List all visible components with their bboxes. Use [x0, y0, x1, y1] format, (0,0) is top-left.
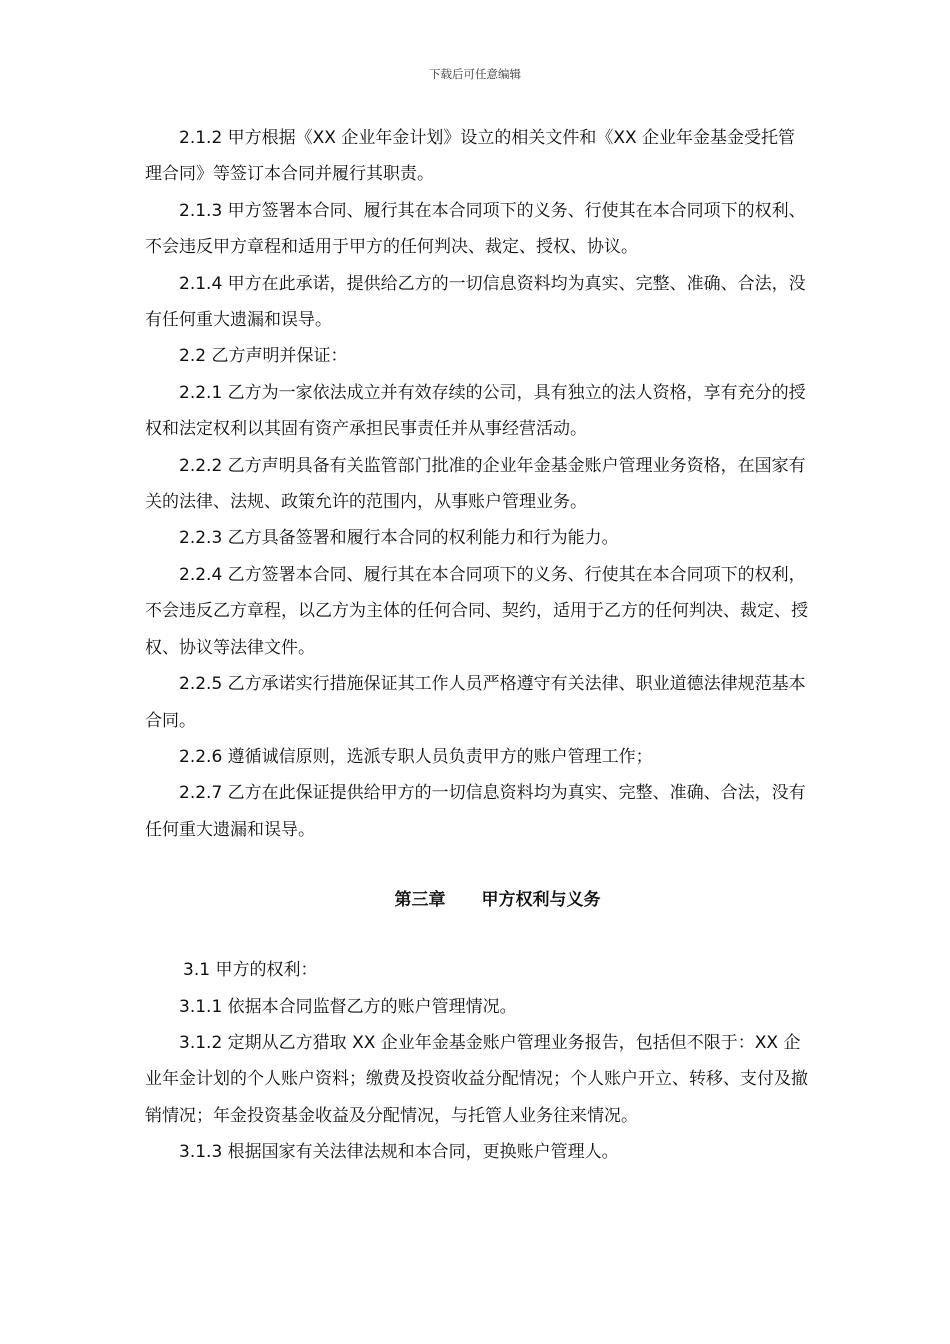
clause-3-1-1: 3.1.1 依据本合同监督乙方的账户管理情况。	[179, 996, 517, 1017]
clause-2-2-3: 2.2.3 乙方具备签署和履行本合同的权利能力和行为能力。	[179, 528, 619, 549]
clause-2-1-2: 2.1.2 甲方根据《XX 企业年金计划》设立的相关文件和《XX 企业年金基金受托管理合同》等签订本合同并履行其职责。	[145, 128, 796, 185]
clause-2-2-4: 2.2.4 乙方签署本合同、履行其在本合同项下的义务、行使其在本合同项下的权利，不会违反乙方章程，以乙方为主体的任何合同、契约，适用于乙方的任何判决、裁定、授权、协议等法律文件。	[145, 564, 808, 658]
clause-2-2-6: 2.2.6 遵循诚信原则，选派专职人员负责甲方的账户管理工作；	[179, 746, 653, 767]
chapter-heading	[145, 882, 810, 918]
clause-3-1: 3.1 甲方的权利：	[183, 960, 318, 981]
chapter-number: 第三章	[394, 890, 446, 911]
clause-3-1-2: 3.1.2 定期从乙方猎取 XX 企业年金基金账户管理业务报告，包括但不限于：XX 企业年金计划的个人账户资料；缴费及投资收益分配情况；个人账户开立、转移、支付及撤销情况；年金投资基金收益及分配情况，与托管人业务往来情况。	[145, 1032, 808, 1126]
clause-2-2-7: 2.2.7 乙方在此保证提供给甲方的一切信息资料均为真实、完整、准确、合法，没有任何重大遗漏和误导。	[145, 783, 806, 840]
clause-2-2-5: 2.2.5 乙方承诺实行措施保证其工作人员严格遵守有关法律、职业道德法律规范基本合同。	[145, 674, 806, 731]
clause-3-1-3: 3.1.3 根据国家有关法律法规和本合同，更换账户管理人。	[179, 1142, 619, 1163]
chapter-title: 甲方权利与义务	[481, 890, 601, 911]
clause-2-2: 2.2 乙方声明并保证：	[179, 346, 348, 367]
page-header-note: 下载后可任意编辑	[429, 67, 521, 81]
clause-2-2-1: 2.2.1 乙方为一家依法成立并有效存续的公司，具有独立的法人资格，享有充分的授权和法定权利以其固有资产承担民事责任并从事经营活动。	[145, 382, 806, 440]
clause-2-2-2: 2.2.2 乙方声明具备有关监管部门批准的企业年金基金账户管理业务资格，在国家有关的法律、法规、政策允许的范围内，从事账户管理业务。	[145, 455, 806, 513]
clause-2-1-3: 2.1.3 甲方签署本合同、履行其在本合同项下的义务、行使其在本合同项下的权利、不会违反甲方章程和适用于甲方的任何判决、裁定、授权、协议。	[145, 200, 806, 258]
document-body	[145, 120, 810, 1171]
clause-2-1-4: 2.1.4 甲方在此承诺，提供给乙方的一切信息资料均为真实、完整、准确、合法，没有任何重大遗漏和误导。	[145, 273, 806, 331]
